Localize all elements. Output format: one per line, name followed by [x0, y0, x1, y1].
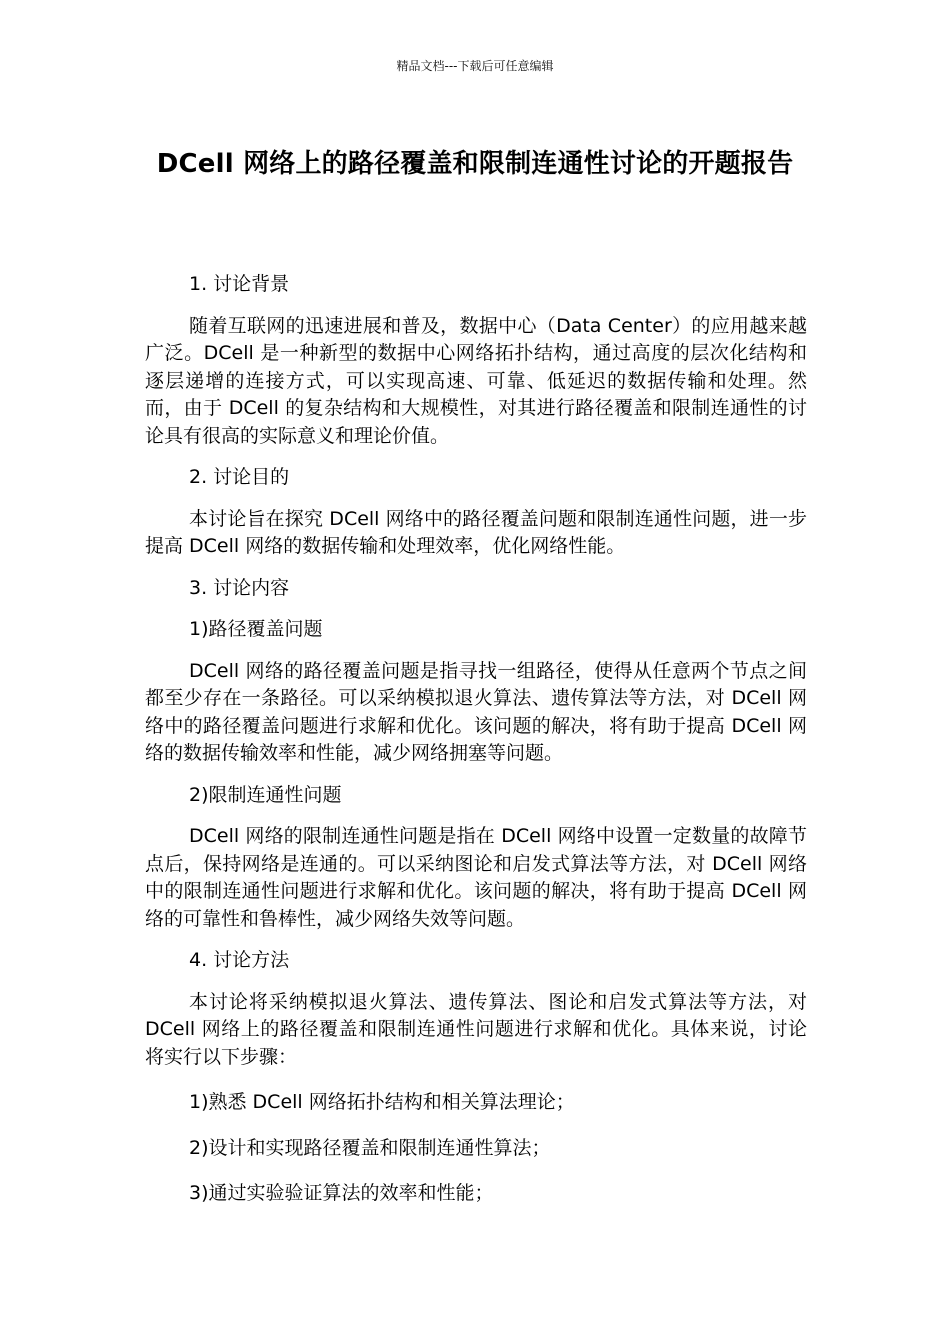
- section-heading-background: 1. 讨论背景: [189, 273, 290, 295]
- section-heading-content: 3. 讨论内容: [189, 576, 290, 599]
- paragraph-restricted-connectivity: DCell 网络的限制连通性问题是指在 DCell 网络中设置一定数量的故障节点后，保持网络是连通的。可以采纳图论和启发式算法等方法，对 DCell 网络中的限制连通性问题进行求解和优化。该问题的解决，将有助于提高 DCell 网络的可靠性和鲁棒性，减少网络失效等问题。: [145, 825, 807, 930]
- document-title: DCell 网络上的路径覆盖和限制连通性讨论的开题报告: [156, 149, 794, 179]
- paragraph-purpose: 本讨论旨在探究 DCell 网络中的路径覆盖问题和限制连通性问题，进一步提高 DCell 网络的数据传输和处理效率，优化网络性能。: [145, 507, 807, 557]
- list-item-step-1: 1)熟悉 DCell 网络拓扑结构和相关算法理论；: [189, 1091, 575, 1113]
- list-item-step-3: 3)通过实验验证算法的效率和性能；: [189, 1182, 494, 1204]
- paragraph-path-cover: DCell 网络的路径覆盖问题是指寻找一组路径，使得从任意两个节点之间都至少存在一条路径。可以采纳模拟退火算法、遗传算法等方法，对 DCell 网络中的路径覆盖问题进行求解和优化。该问题的解决，将有助于提高 DCell 网络的数据传输效率和性能，减少网络拥塞等问题。: [145, 659, 807, 764]
- paragraph-method: 本讨论将采纳模拟退火算法、遗传算法、图论和启发式算法等方法，对 DCell 网络上的路径覆盖和限制连通性问题进行求解和优化。具体来说，讨论将实行以下步骤：: [145, 990, 807, 1068]
- section-heading-method: 4. 讨论方法: [189, 949, 290, 971]
- subsection-heading-restricted-connectivity: 2)限制连通性问题: [189, 783, 342, 806]
- header-note: 精品文档---下载后可任意编辑: [396, 59, 554, 73]
- paragraph-background: 随着互联网的迅速进展和普及，数据中心（Data Center）的应用越来越广泛。DCell 是一种新型的数据中心网络拓扑结构，通过高度的层次化结构和逐层递增的连接方式，可以实现高速、可靠、低延迟的数据传输和处理。然而，由于 DCell 的复杂结构和大规模性，对其进行路径覆盖和限制连通性的讨论具有很高的实际意义和理论价值。: [145, 314, 807, 447]
- document-body: [145, 271, 807, 1208]
- subsection-heading-path-cover: 1)路径覆盖问题: [189, 618, 323, 640]
- list-item-step-2: 2)设计和实现路径覆盖和限制连通性算法；: [189, 1136, 551, 1159]
- section-heading-purpose: 2. 讨论目的: [189, 466, 290, 488]
